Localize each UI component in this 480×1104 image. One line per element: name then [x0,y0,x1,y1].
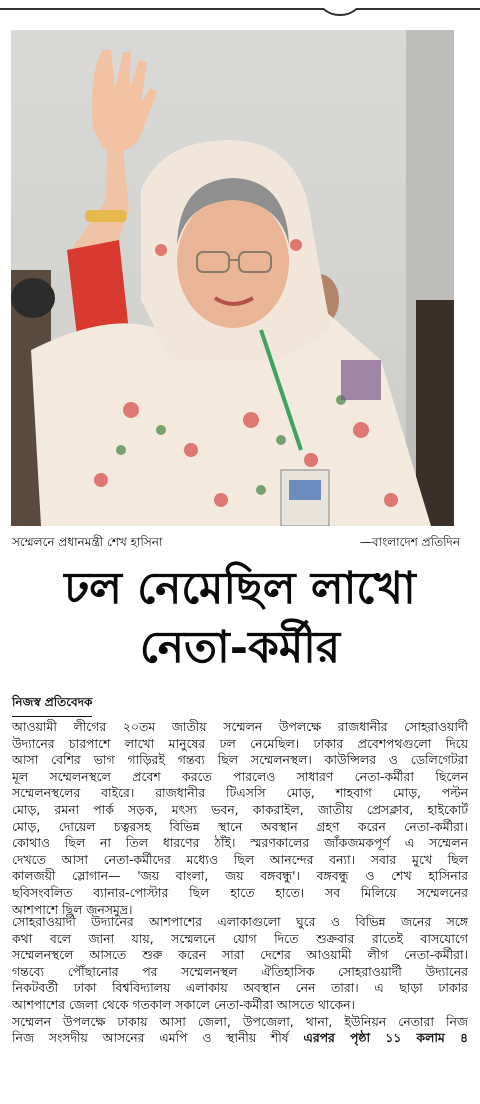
article-line: কালজয়ী স্লোগান— 'জয় বাংলা, জয় বঙ্গবন্ধু'। বঙ্গবন্ধু ও শেখ হাসিনার [12,868,468,884]
photo-caption: সম্মেলনে প্রধানমন্ত্রী শেখ হাসিনা [12,535,163,549]
byline: নিজস্ব প্রতিবেদক [12,694,92,717]
article-line: গন্তব্যে পৌঁছানোর পর সম্মেলনস্থল ঐতিহাসিক সোহরাওয়ার্দী উদ্যানের [12,963,468,979]
article-line: সম্মেলনস্থলের বাইরে। রাজধানীর টিএসসি মোড়, শাহবাগ মোড়, পল্টন [12,785,468,801]
article-last-text: নিজ সংসদীয় আসনের এমপি ও স্থানীয় শীর্ষ [12,1030,289,1046]
article-line: আসা বেশির ভাগ গাড়িরই গন্তব্য ছিল সম্মেলনস্থল। কাউন্সিলর ও ডেলিগেটরা [12,752,468,768]
article-line: কথা বলে জানা যায়, সম্মেলনে যোগ দিতে শুক্রবার রাতেই বাসযোগে [12,930,468,946]
article-line: সম্মেলনস্থলে আসতে শুরু করেন সারা দেশের আওয়ামী লীগ নেতা-কর্মীরা। [12,947,468,963]
article-paragraph-2 [12,914,468,1047]
article-line: দেখতে আসা নেতা-কর্মীদের মধ্যেও ছিল আনন্দের বন্যা। সবার মুখে ছিল [12,851,468,867]
article-paragraph-1 [12,719,468,918]
photo-credit: —বাংলাদেশ প্রতিদিন [359,535,460,549]
article-line: ছবিসংবলিত ব্যানার-পোস্টার ছিল হাতে হাতে। সব মিলিয়ে সম্মেলনের [12,884,468,900]
article-line: সোহরাওয়ার্দী উদ্যানের আশপাশের এলাকাগুলো ঘুরে ও বিভিন্ন জনের সঙ্গে [12,914,468,929]
article-line: মূল সম্মেলনস্থলে প্রবেশ করতে পারলেও সাধারণ নেতা-কর্মীরা ছিলেন [12,768,468,784]
article-line: আশপাশে ছিল জনসমুদ্র। [12,901,133,917]
article-line: আশপাশের জেলা থেকে গতকাল সকালে নেতা-কর্মীরা আসতে থাকেন। [12,996,355,1012]
page-tab-mask [300,0,380,8]
article-line: কোথাও ছিল না তিল ধারণের ঠাঁই। স্মরণকালের জাঁকজমকপূর্ণ এ সম্মেলন [12,835,468,851]
article-line: সম্মেলন উপলক্ষে ঢাকায় আসা জেলা, উপজেলা, থানা, ইউনিয়ন নেতারা নিজ [12,1013,468,1029]
headline-line-1: ঢল নেমেছিল লাখো [64,563,416,614]
article-line: নিকটবর্তী ঢাকা বিশ্ববিদ্যালয় এলাকায় অবস্থান নেন তারা। এ ছাড়া ঢাকার [12,980,468,996]
article-line: উদ্যানের চারপাশে লাখো মানুষের ঢল নেমেছিল। ঢাকার প্রবেশপথগুলো দিয়ে [12,735,468,751]
news-photo [11,30,454,526]
top-rule [0,8,480,10]
article-last-line [12,1030,468,1047]
continuation-link[interactable]: এরপর পৃষ্ঠা ১১ কলাম ৪ [303,1030,468,1046]
article-line: মোড়, দোয়েল চত্বরসহ বিভিন্ন স্থানে অবস্থান গ্রহণ করেন নেতা-কর্মীরা। [12,818,468,834]
photo-illustration [11,30,454,526]
article-line: মোড়, রমনা পার্ক সড়ক, মৎস্য ভবন, কাকরাইল, জাতীয় প্রেসক্লাব, হাইকোর্ট [12,801,468,817]
headline-line-2: নেতা-কর্মীর [139,622,341,673]
article-line: আওয়ামী লীগের ২০তম জাতীয় সম্মেলন উপলক্ষে রাজধানীর সোহরাওয়ার্দী [12,719,468,734]
